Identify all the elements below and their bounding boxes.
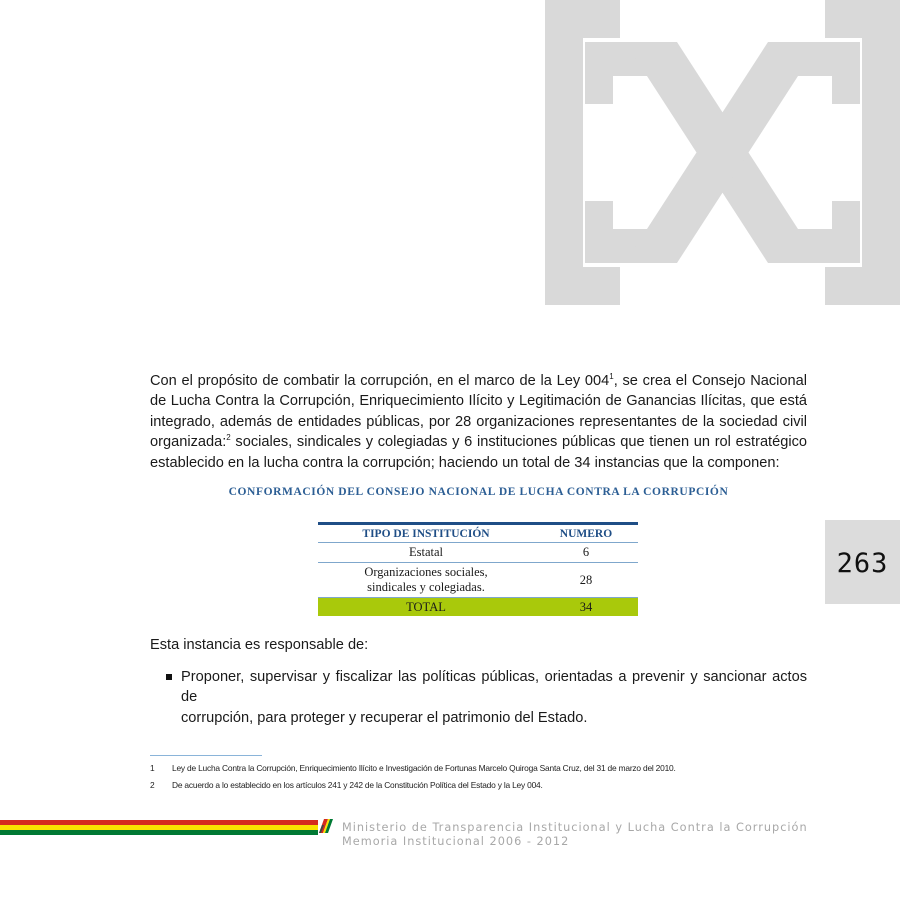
paragraph-line: establecido en la lucha contra la corrupción; haciendo un total de 34 instancias que la componen:: [150, 454, 780, 471]
list-item: [166, 667, 807, 728]
footnote-ref-1[interactable]: 1: [609, 372, 614, 382]
footnote-1: 1 Ley de Lucha Contra la Corrupción, Enriquecimiento Ilícito e Investigación de Fortunas Marcelo Quiroga Santa Cruz, del 31 de marzo del 2010.: [150, 763, 676, 773]
institution-table: [318, 522, 638, 616]
cell-tipo: Estatal: [318, 543, 534, 563]
footer-memoria: Memoria Institucional 2006 - 2012: [342, 835, 570, 848]
footnote-ref-2[interactable]: 2: [226, 433, 231, 443]
footer-text: [342, 821, 808, 849]
cell-tipo: Organizaciones sociales, sindicales y colegiadas.: [318, 563, 534, 598]
page-number: 263: [836, 548, 889, 579]
flag-stripes: [0, 820, 318, 835]
list-item-line: Proponer, supervisar y fiscalizar las políticas públicas, orientadas a prevenir y sancionar actos de: [181, 669, 807, 706]
column-header-numero: NUMERO: [534, 524, 638, 543]
table-header-row: [318, 524, 638, 543]
responsibilities-heading: Esta instancia es responsable de:: [150, 637, 369, 653]
page-number-tab: [825, 520, 900, 604]
bullet-icon: [166, 674, 172, 680]
footnote-2: 2 De acuerdo a lo establecido en los artículos 241 y 242 de la Constitución Política del Estado y la Ley 004.: [150, 780, 543, 790]
geometric-motif-icon: [545, 0, 900, 305]
intro-paragraph: [150, 371, 807, 473]
footnote-divider: [150, 755, 262, 756]
flag-icon: [319, 819, 333, 833]
cell-numero: 6: [534, 543, 638, 563]
table-title: CONFORMACIÓN DEL CONSEJO NACIONAL DE LUCHA CONTRA LA CORRUPCIÓN: [228, 486, 729, 498]
total-label: TOTAL: [318, 598, 534, 617]
cell-numero: 28: [534, 563, 638, 598]
column-header-tipo: TIPO DE INSTITUCIÓN: [318, 524, 534, 543]
total-value: 34: [534, 598, 638, 617]
paragraph-line: integrado, además de entidades públicas, por 28 organizaciones representantes de la sociedad civil: [150, 413, 807, 430]
table-total-row: [318, 598, 638, 617]
paragraph-line: Con el propósito de combatir la corrupción, en el marco de la Ley $004^1$, se crea el Consejo Nacional: [150, 372, 807, 389]
footer-ministry: Ministerio de Transparencia Institucional y Lucha Contra la Corrupción: [342, 821, 808, 834]
list-item-line: corrupción, para proteger y recuperar el patrimonio del Estado.: [181, 709, 588, 726]
table-row: [318, 563, 638, 598]
paragraph-line: de Lucha Contra la Corrupción, Enriquecimiento Ilícito y Legitimación de Ganancias Ilícitas, que está: [150, 393, 807, 410]
paragraph-line: organizada:$^2$ sociales, sindicales y colegiadas y 6 instituciones públicas que tienen un rol estratégico: [150, 433, 807, 451]
table-row: [318, 543, 638, 563]
